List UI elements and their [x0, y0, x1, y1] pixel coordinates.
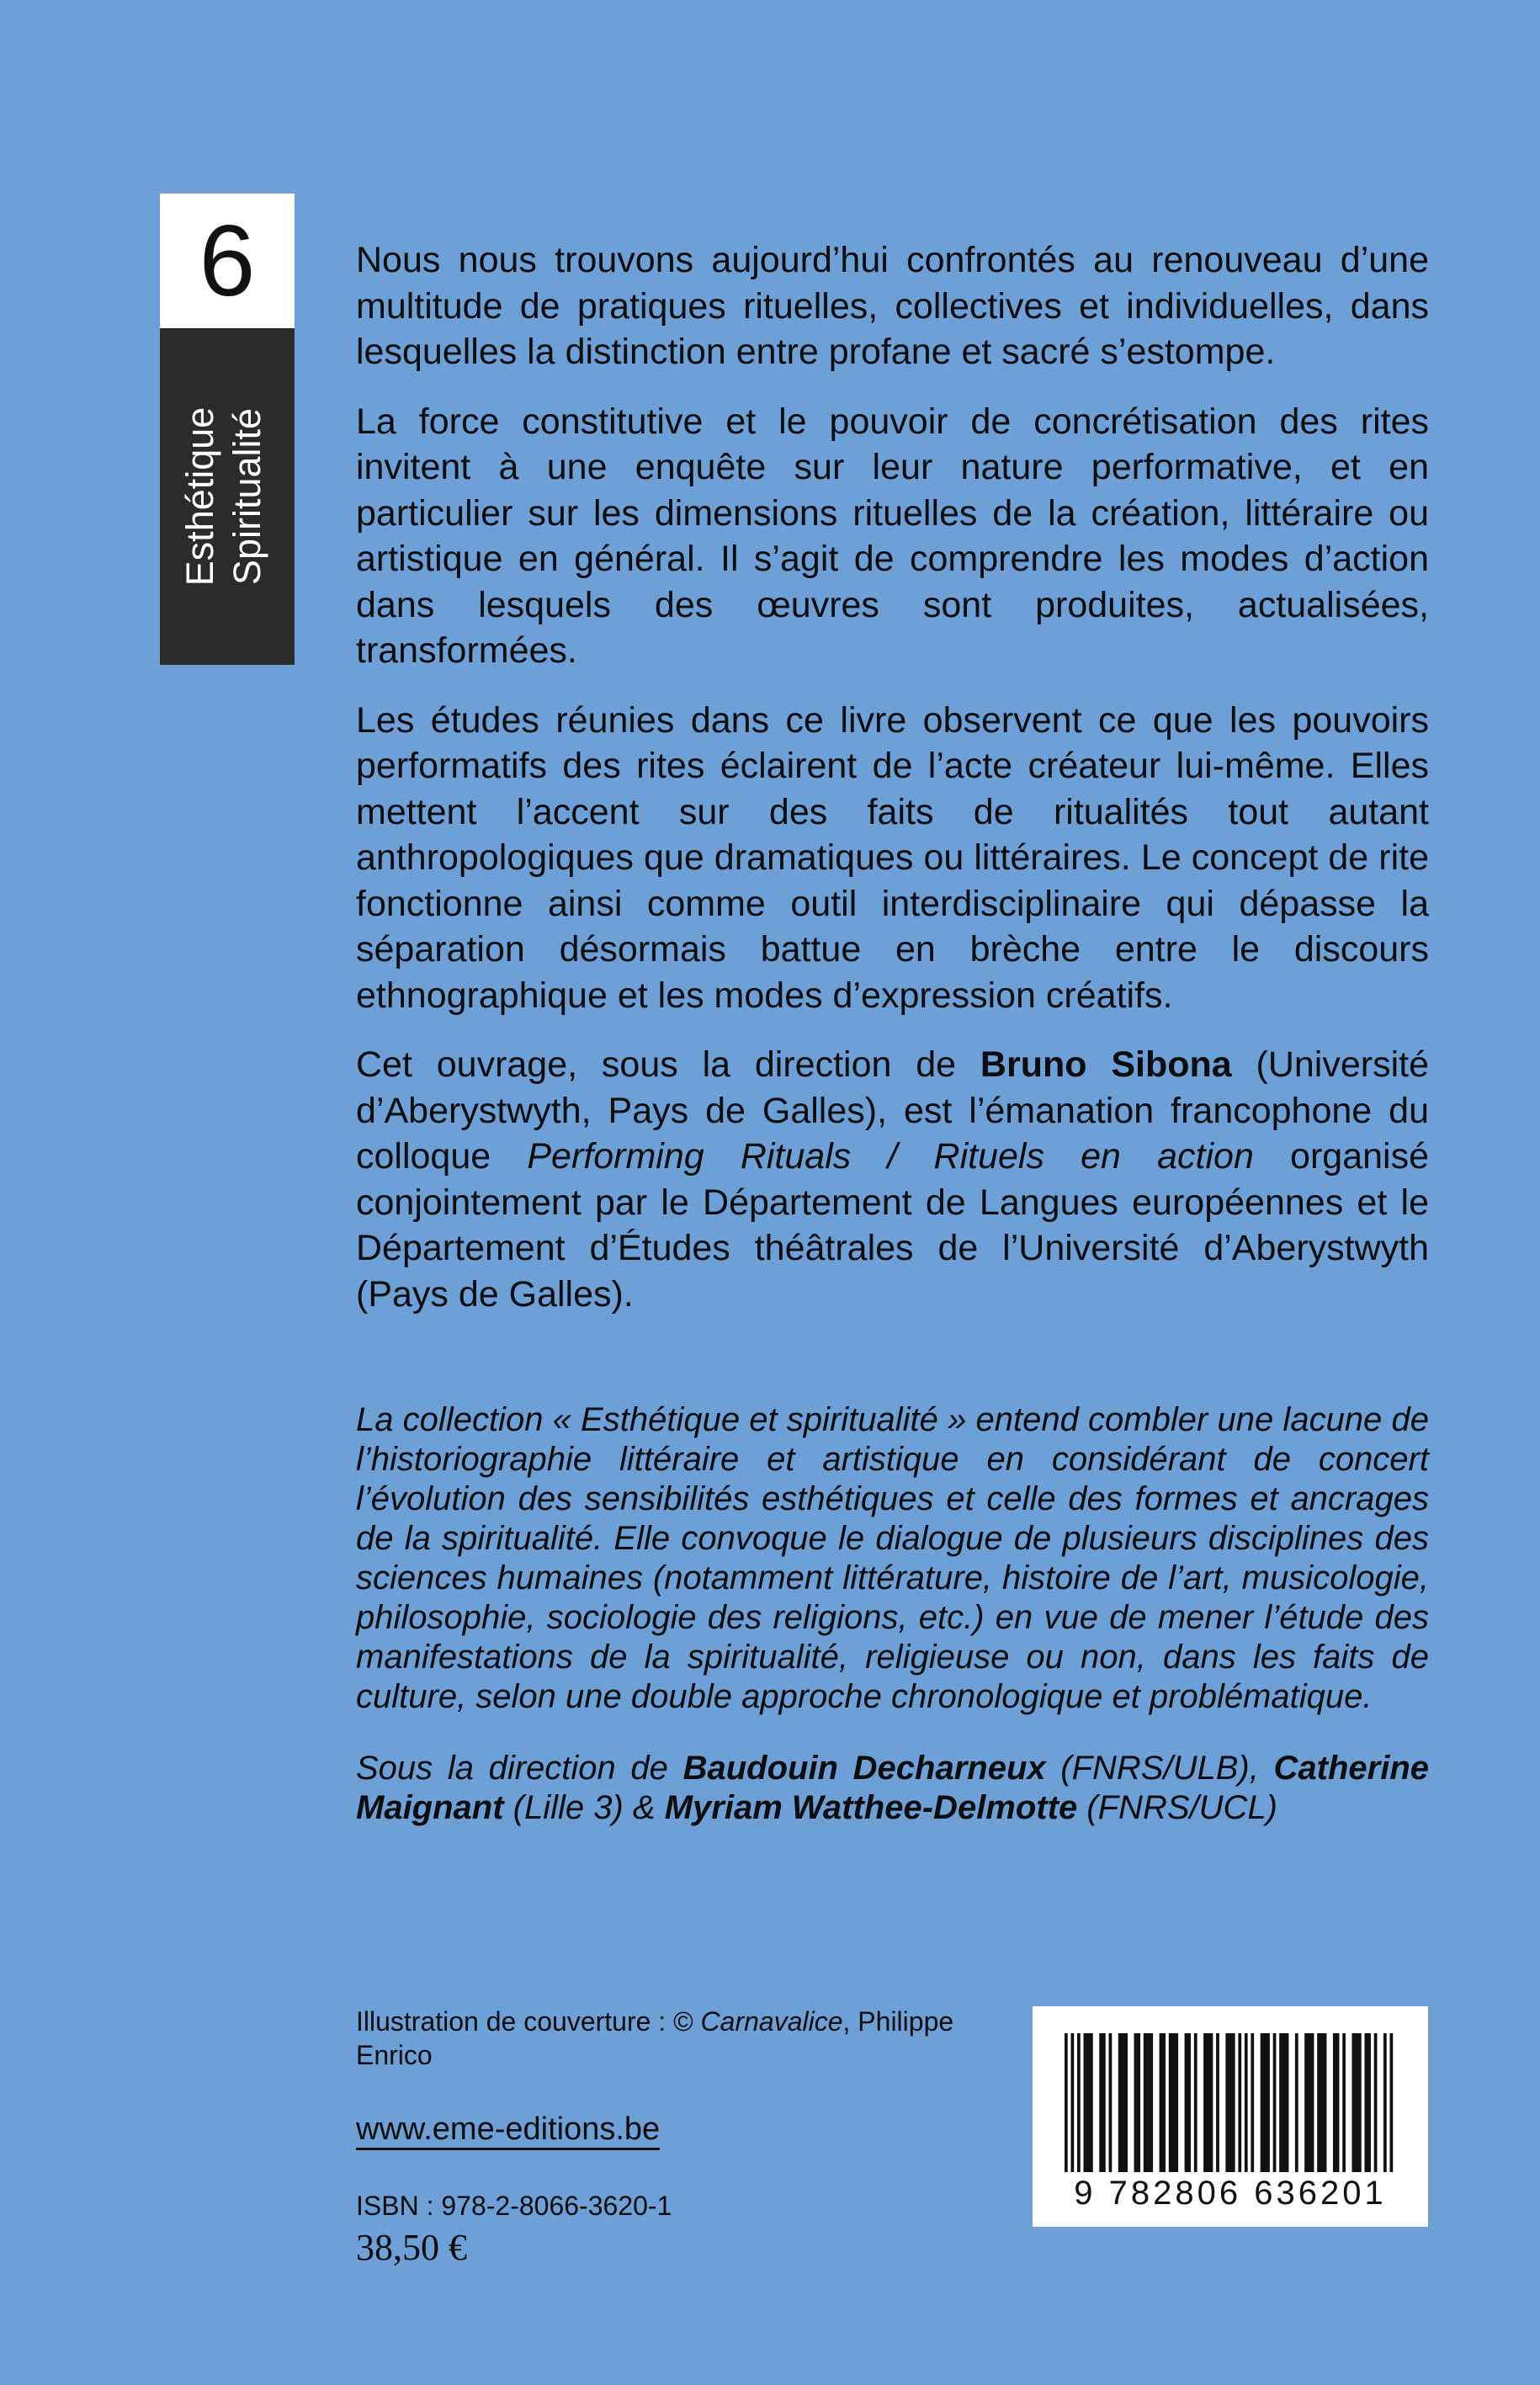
barcode-bar: [1118, 2033, 1128, 2172]
barcode-bar: [1374, 2033, 1378, 2172]
barcode-bar: [1225, 2033, 1235, 2172]
barcode-bar: [1109, 2033, 1113, 2172]
barcode-bar: [1351, 2033, 1361, 2172]
collection-text: La collection « Esthétique et spiritualité » entend combler une lacune de l’historiographie littéraire et artistique en considérant de concert l’évolution des sensibilités esthétiques et celle des formes et ancrages de la spiritualité. Elle convoque le dialogue de plusieurs disciplines des sciences humaines (notamment littérature, histoire de l’art, musicologie, philosophie, sociologie des religions, etc.) en vue de mener l’étude des manifestations de la spiritualité, religieuse ou non, dans les faits de culture, selon une double approche chronologique et problématique.: [356, 1401, 1429, 1715]
dir-prefix: Sous la direction de: [356, 1750, 683, 1787]
barcode-bar: [1279, 2033, 1288, 2172]
price: 38,50 €: [356, 2227, 467, 2268]
barcode-bar: [1194, 2033, 1197, 2172]
director-2-affiliation: (Lille 3) &: [503, 1789, 665, 1826]
barcode: [1033, 2006, 1428, 2227]
credit-title: Carnavalice: [700, 2006, 843, 2037]
director-1: Baudouin Decharneux: [682, 1750, 1046, 1787]
description-paragraph-3: Les études réunies dans ce livre observent ce que les pouvoirs performatifs des rites éclairent de l’acte créateur lui-même. Elles mettent l’accent sur des faits de ritualités tout autant anthropologiques que dramatiques ou littéraires. Le concept de rite fonctionne ainsi comme outil interdisciplinaire qui dépasse la séparation désormais battue en brèche entre le discours ethnographique et les modes d’expression créatifs.: [356, 699, 1429, 1016]
barcode-bar: [1245, 2033, 1248, 2172]
series-name-line2: Spiritualité: [226, 407, 268, 586]
barcode-bar: [1304, 2033, 1314, 2172]
colloquium-title: Performing Rituals / Rituels en action: [527, 1136, 1254, 1177]
barcode-bar: [1317, 2033, 1326, 2172]
collection-directors: [356, 1749, 1429, 1828]
p4-end: organisé conjointement par le Département de Langues européennes et le Département d’Études théâtrales de l’Université d’Aberystwyth (Pays de Galles).: [356, 1136, 1429, 1315]
director-3: Myriam Watthee-Delmotte: [664, 1789, 1078, 1826]
series-tab: [160, 194, 295, 665]
description-paragraph-1: Nous nous trouvons aujourd’hui confrontés au renouveau d’une multitude de pratiques rituelles, collectives et individuelles, dans lesquelles la distinction entre profane et sacré s’estompe.: [356, 240, 1429, 372]
barcode-bar: [1261, 2033, 1270, 2172]
series-number: 6: [160, 194, 295, 328]
director-2: Catherine Maignant: [356, 1750, 1429, 1826]
barcode-bar: [1169, 2033, 1178, 2172]
barcode-bar: [1251, 2033, 1254, 2172]
barcode-bar: [1203, 2033, 1213, 2172]
barcode-bar: [1238, 2033, 1241, 2172]
barcode-bar: [1134, 2033, 1141, 2172]
barcode-bar: [1216, 2033, 1219, 2172]
barcode-bar: [1099, 2033, 1106, 2172]
series-name-line1: Esthétique: [178, 406, 221, 587]
collection-description: [356, 1400, 1429, 1860]
isbn: ISBN : 978-2-8066-3620-1: [356, 2191, 672, 2221]
p4-start: Cet ouvrage, sous la direction de: [356, 1044, 980, 1085]
cover-credit: [356, 2005, 1029, 2072]
series-name: [177, 328, 278, 665]
p4-mid: (Université d’Aberystwyth, Pays de Galles), est l’émanation francophone du colloque: [356, 1044, 1430, 1177]
barcode-bar: [1390, 2033, 1394, 2172]
series-name-band: [160, 328, 295, 665]
barcode-bar: [1364, 2033, 1371, 2172]
credit-prefix: Illustration de couverture : ©: [356, 2006, 701, 2037]
credit-author: , Philippe Enrico: [356, 2006, 954, 2070]
barcode-bar: [1071, 2033, 1075, 2172]
barcode-bar: [1273, 2033, 1277, 2172]
description-paragraph-4: [356, 1042, 1429, 1317]
barcode-bar: [1333, 2033, 1340, 2172]
director-3-affiliation: (FNRS/UCL): [1077, 1789, 1277, 1826]
barcode-bar: [1160, 2033, 1166, 2172]
barcode-digits: 9 782806 636201: [1074, 2175, 1387, 2212]
barcode-bar: [1383, 2033, 1387, 2172]
barcode-bar: [1084, 2033, 1093, 2172]
footer-info: [356, 2005, 1029, 2268]
book-description: [356, 237, 1429, 1341]
barcode-bar: [1077, 2033, 1081, 2172]
barcode-bars: [1059, 2033, 1401, 2172]
barcode-bar: [1295, 2033, 1298, 2172]
website-link[interactable]: www.eme-editions.be: [356, 2112, 660, 2150]
barcode-bar: [1065, 2033, 1068, 2172]
editor-name: Bruno Sibona: [980, 1044, 1232, 1085]
director-1-affiliation: (FNRS/ULB),: [1045, 1750, 1274, 1787]
barcode-bar: [1342, 2033, 1346, 2172]
barcode-bar: [1144, 2033, 1153, 2172]
description-paragraph-2: La force constitutive et le pouvoir de concrétisation des rites invitent à une enquête sur leur nature performative, et en particulier sur les dimensions rituelles de la création, littéraire ou artistique en général. Il s’agit de comprendre les modes d’action dans lesquels des œuvres sont produites, actualisées, transformées.: [356, 401, 1429, 671]
barcode-bar: [1185, 2033, 1192, 2172]
